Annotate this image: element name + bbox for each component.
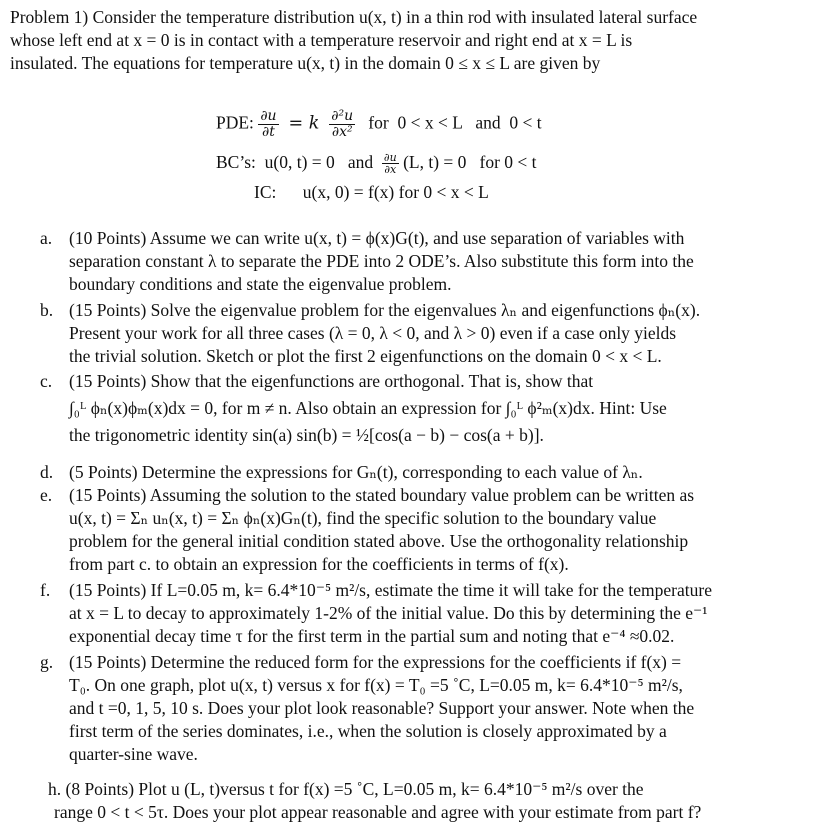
ic-body: u(x, 0) = f(x) for 0 < x < L — [302, 182, 489, 202]
question-e-line-3: problem for the general initial condition stated above. Use the orthogonality relationship — [69, 531, 689, 551]
pde-fraction-dudt-num: ∂u — [260, 108, 277, 124]
question-h — [48, 778, 818, 824]
bc-left: u(0, t) = 0 and — [260, 152, 378, 172]
question-c-label: c. — [40, 371, 53, 391]
question-e-line-2: u(x, t) = Σₙ uₙ(x, t) = Σₙ ϕₙ(x)Gₙ(t), find the specific solution to the boundary value — [69, 508, 657, 528]
question-h-line-1-text: (8 Points) Plot u (L, t)versus t for f(x) =5 ˚C, L=0.05 m, k= 6.4*10⁻⁵ m²/s over the — [61, 779, 644, 799]
bc-right: (L, t) = 0 for 0 < t — [403, 152, 537, 172]
question-e-line-1: (15 Points) Assuming the solution to the stated boundary value problem can be written as — [69, 485, 695, 505]
question-f-text — [69, 579, 821, 648]
pde-fraction-d2udx2-num: ∂²u — [331, 108, 354, 124]
question-f-line-1: (15 Points) If L=0.05 m, k= 6.4*10⁻⁵ m²/s, estimate the time it will take for the temperature — [69, 580, 712, 600]
equation-block — [0, 105, 828, 215]
question-a-line-1: (10 Points) Assume we can write u(x, t) = ϕ(x)G(t), and use separation of variables with — [69, 228, 685, 248]
question-d-line-1: (5 Points) Determine the expressions for Gₙ(t), corresponding to each value of λₙ. — [69, 462, 643, 482]
intro-line-2: whose left end at x = 0 is in contact with a temperature reservoir and right end at x = L is — [10, 30, 633, 50]
pde-fraction-dudt-den: ∂t — [262, 124, 275, 140]
question-g-line-1: (15 Points) Determine the reduced form for the expressions for the coefficients if f(x) = — [69, 652, 682, 672]
intro-line-3: insulated. The equations for temperature u(x, t) in the domain 0 ≤ x ≤ L are given by — [10, 53, 601, 73]
problem-intro — [10, 6, 820, 75]
question-d-text — [69, 461, 821, 484]
question-e-line-4: from part c. to obtain an expression for the coefficients in terms of f(x). — [69, 554, 569, 574]
question-f-line-2: at x = L to decay to approximately 1-2% of the initial value. Do this by determining the e⁻¹ — [69, 603, 708, 623]
question-g-text — [69, 651, 821, 766]
question-b-line-2: Present your work for all three cases (λ = 0, λ < 0, and λ > 0) even if a case only yields — [69, 323, 677, 343]
question-b-text — [69, 299, 821, 368]
question-b-line-3: the trivial solution. Sketch or plot the first 2 eigenfunctions on the domain 0 < x < L. — [69, 346, 662, 366]
question-g-line-3: and t =0, 1, 5, 10 s. Does your plot look reasonable? Support your answer. Note when the — [69, 698, 695, 718]
question-c-line-2: ∫₀ᴸ ϕₙ(x)ϕₘ(x)dx = 0, for m ≠ n. Also obtain an expression for ∫₀ᴸ ϕ²ₘ(x)dx. Hint: Use — [69, 398, 667, 418]
pde-label: PDE: — [216, 112, 254, 133]
question-a-label: a. — [40, 228, 53, 248]
question-h-line-1 — [48, 778, 818, 801]
bc-equation — [216, 151, 537, 175]
question-d-label: d. — [40, 462, 54, 482]
pde-fraction-d2udx2 — [329, 109, 355, 140]
question-g-label: g. — [40, 652, 54, 672]
pde-domain: for 0 < x < L and 0 < t — [359, 112, 542, 133]
question-g-line-2: T₀. On one graph, plot u(x, t) versus x for f(x) = T₀ =5 ˚C, L=0.05 m, k= 6.4*10⁻⁵ m²/s, — [69, 675, 683, 695]
bc-fraction-den: ∂x — [384, 163, 397, 177]
ic-equation — [254, 181, 489, 204]
question-e-label: e. — [40, 485, 53, 505]
question-h-label: h. — [48, 779, 62, 799]
question-h-line-2: range 0 < t < 5τ. Does your plot appear reasonable and agree with your estimate from part f? — [54, 802, 702, 822]
question-c-line-1: (15 Points) Show that the eigenfunctions are orthogonal. That is, show that — [69, 371, 594, 391]
question-b-label: b. — [40, 300, 54, 320]
question-f-line-3: exponential decay time τ for the first term in the partial sum and noting that e⁻⁴ ≈0.02. — [69, 626, 675, 646]
bc-label: BC’s: — [216, 152, 256, 172]
pde-fraction-d2udx2-den: ∂x² — [331, 124, 353, 140]
pde-equals-k: = k — [282, 113, 325, 134]
question-a-text — [69, 227, 821, 296]
ic-label: IC: — [254, 182, 277, 202]
pde-fraction-dudt — [258, 109, 278, 140]
question-b-line-1: (15 Points) Solve the eigenvalue problem for the eigenvalues λₙ and eigenfunctions ϕₙ(x). — [69, 300, 701, 320]
question-c-text — [69, 370, 821, 447]
bc-fraction-dudx — [382, 152, 399, 175]
question-a-line-3: boundary conditions and state the eigenvalue problem. — [69, 274, 452, 294]
intro-line-1: Problem 1) Consider the temperature distribution u(x, t) in a thin rod with insulated lateral surface — [10, 7, 698, 27]
question-c-line-3: the trigonometric identity sin(a) sin(b) = ½[cos(a − b) − cos(a + b)]. — [69, 425, 544, 445]
question-a-line-2: separation constant λ to separate the PDE into 2 ODE’s. Also substitute this form into the — [69, 251, 694, 271]
question-f-label: f. — [40, 580, 51, 600]
bc-fraction-num: ∂u — [383, 151, 397, 165]
question-g-line-4: first term of the series dominates, i.e., when the solution is closely approximated by a — [69, 721, 667, 741]
question-e-text — [69, 484, 821, 576]
pde-equation — [216, 109, 542, 140]
question-g-line-5: quarter-sine wave. — [69, 744, 198, 764]
